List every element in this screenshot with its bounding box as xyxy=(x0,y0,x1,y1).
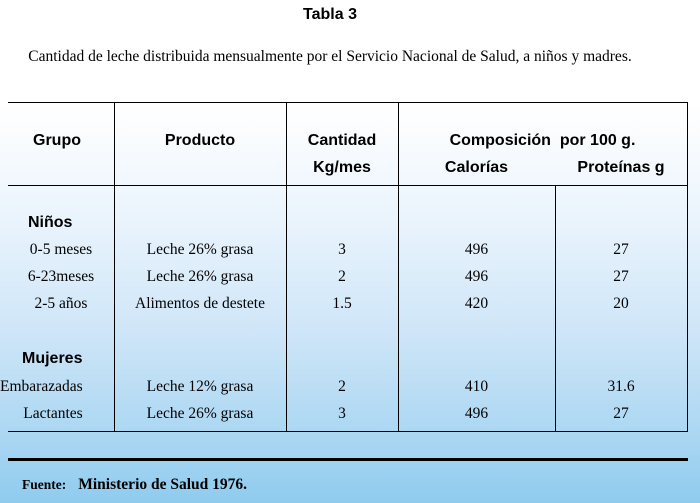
header-cantidad-unit: Kg/mes xyxy=(313,159,371,176)
cell-producto: Leche 12% grasa xyxy=(146,378,254,395)
cell-calorias: 410 xyxy=(464,378,489,395)
cell-cantidad: 1.5 xyxy=(332,295,352,312)
cell-calorias: 496 xyxy=(464,405,489,422)
source-note xyxy=(22,476,247,494)
cell-calorias: 496 xyxy=(464,241,489,258)
cell-proteinas: 31.6 xyxy=(607,378,635,395)
cell-grupo: 2-5 años xyxy=(34,295,88,312)
cell-grupo: 6-23meses xyxy=(27,268,95,285)
cell-producto: Alimentos de destete xyxy=(135,295,265,312)
header-rule xyxy=(8,185,688,186)
source-text: Ministerio de Salud 1976. xyxy=(78,476,248,493)
footer-rule xyxy=(8,458,688,461)
group-heading-mujeres: Mujeres xyxy=(22,350,83,367)
bottom-rule xyxy=(8,431,688,432)
header-grupo: Grupo xyxy=(33,132,81,149)
cell-proteinas: 27 xyxy=(613,268,629,285)
table-row xyxy=(0,376,700,398)
cell-cantidad: 2 xyxy=(338,268,346,285)
cell-proteinas: 20 xyxy=(613,295,629,312)
cell-calorias: 420 xyxy=(464,295,489,312)
cell-cantidad: 3 xyxy=(338,241,346,258)
cell-grupo: Lactantes xyxy=(23,405,83,422)
source-label: Fuente: xyxy=(22,477,67,492)
header-proteinas: Proteínas g xyxy=(577,159,665,176)
cell-calorias: 496 xyxy=(464,268,489,285)
cell-proteinas: 27 xyxy=(613,405,629,422)
top-rule xyxy=(8,102,688,103)
table-subtitle: Cantidad de leche distribuida mensualmente por el Servicio Nacional de Salud, a niños y madres. xyxy=(28,48,632,65)
table-row xyxy=(0,293,700,315)
cell-producto: Leche 26% grasa xyxy=(146,268,254,285)
table-row xyxy=(0,266,700,288)
group-heading-ninos: Niños xyxy=(28,214,73,231)
header-composicion: Composición por 100 g. xyxy=(449,132,636,149)
table-row xyxy=(0,239,700,261)
cell-grupo: Embarazadas xyxy=(0,378,83,395)
table-title: Tabla 3 xyxy=(303,6,357,23)
cell-proteinas: 27 xyxy=(613,241,629,258)
header-calorias: Calorías xyxy=(444,159,509,176)
cell-cantidad: 3 xyxy=(338,405,346,422)
header-cantidad: Cantidad xyxy=(307,132,377,149)
cell-producto: Leche 26% grasa xyxy=(146,241,254,258)
header-producto: Producto xyxy=(164,132,236,149)
cell-grupo: 0-5 meses xyxy=(29,241,93,258)
cell-producto: Leche 26% grasa xyxy=(146,405,254,422)
cell-cantidad: 2 xyxy=(338,378,346,395)
table-row xyxy=(0,403,700,425)
